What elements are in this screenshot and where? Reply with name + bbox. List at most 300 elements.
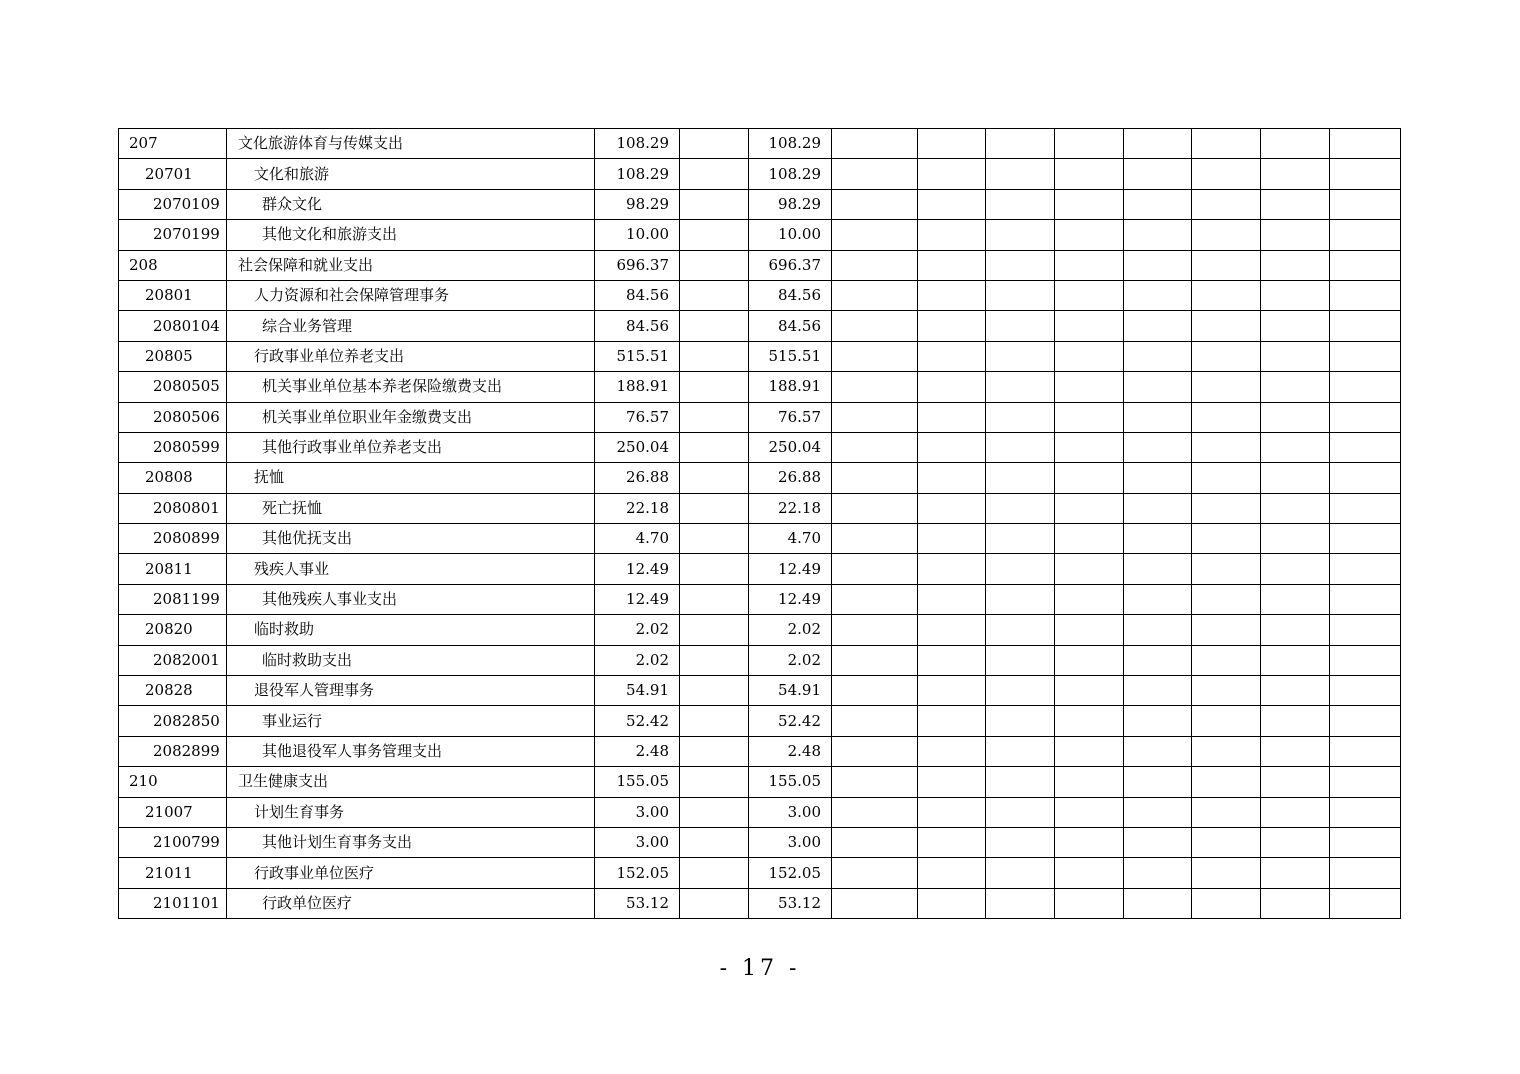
row-total: 2.02: [595, 615, 680, 645]
row-name: 其他优抚支出: [227, 524, 595, 554]
row-col2: [680, 706, 749, 736]
row-name: 行政单位医疗: [227, 888, 595, 918]
row-code: 208: [119, 250, 227, 280]
row-total: 108.29: [595, 129, 680, 159]
empty-cell: [1261, 493, 1330, 523]
row-col3: 52.42: [749, 706, 832, 736]
row-total: 188.91: [595, 372, 680, 402]
row-total: 2.02: [595, 645, 680, 675]
row-col2: [680, 827, 749, 857]
empty-cell: [1192, 189, 1261, 219]
row-col3: 98.29: [749, 189, 832, 219]
empty-cell: [832, 280, 918, 310]
empty-cell: [1330, 311, 1401, 341]
empty-cell: [1055, 463, 1124, 493]
empty-cell: [1330, 827, 1401, 857]
row-total: 53.12: [595, 888, 680, 918]
row-code: 2080505: [119, 372, 227, 402]
row-total: 84.56: [595, 280, 680, 310]
empty-cell: [832, 827, 918, 857]
row-col3: 76.57: [749, 402, 832, 432]
empty-cell: [918, 858, 986, 888]
empty-cell: [918, 432, 986, 462]
row-col3: 84.56: [749, 311, 832, 341]
empty-cell: [1124, 341, 1192, 371]
empty-cell: [986, 463, 1055, 493]
table-row: [119, 432, 1401, 462]
row-col3: 2.48: [749, 736, 832, 766]
row-col2: [680, 584, 749, 614]
empty-cell: [1261, 615, 1330, 645]
empty-cell: [918, 706, 986, 736]
row-name: 机关事业单位基本养老保险缴费支出: [227, 372, 595, 402]
empty-cell: [1192, 220, 1261, 250]
empty-cell: [1055, 615, 1124, 645]
table-row: [119, 311, 1401, 341]
empty-cell: [918, 645, 986, 675]
empty-cell: [918, 584, 986, 614]
row-total: 12.49: [595, 584, 680, 614]
empty-cell: [986, 220, 1055, 250]
row-code: 2081199: [119, 584, 227, 614]
row-col2: [680, 402, 749, 432]
empty-cell: [986, 493, 1055, 523]
empty-cell: [832, 767, 918, 797]
empty-cell: [1261, 372, 1330, 402]
row-code: 2080801: [119, 493, 227, 523]
empty-cell: [1124, 615, 1192, 645]
page-number: - 17 -: [719, 956, 801, 981]
row-col3: 53.12: [749, 888, 832, 918]
row-name: 人力资源和社会保障管理事务: [227, 280, 595, 310]
table-row: [119, 463, 1401, 493]
empty-cell: [1124, 432, 1192, 462]
row-col3: 3.00: [749, 797, 832, 827]
empty-cell: [1330, 767, 1401, 797]
row-code: 2070199: [119, 220, 227, 250]
empty-cell: [1124, 402, 1192, 432]
row-col2: [680, 463, 749, 493]
empty-cell: [832, 129, 918, 159]
empty-cell: [1124, 554, 1192, 584]
empty-cell: [986, 584, 1055, 614]
row-code: 20828: [119, 676, 227, 706]
empty-cell: [986, 858, 1055, 888]
empty-cell: [1055, 372, 1124, 402]
table-row: [119, 402, 1401, 432]
row-total: 52.42: [595, 706, 680, 736]
empty-cell: [1330, 524, 1401, 554]
empty-cell: [986, 797, 1055, 827]
row-code: 2080506: [119, 402, 227, 432]
row-total: 155.05: [595, 767, 680, 797]
empty-cell: [832, 311, 918, 341]
row-code: 21011: [119, 858, 227, 888]
empty-cell: [1330, 736, 1401, 766]
empty-cell: [986, 250, 1055, 280]
row-name: 临时救助: [227, 615, 595, 645]
empty-cell: [1124, 311, 1192, 341]
empty-cell: [1192, 858, 1261, 888]
empty-cell: [1261, 827, 1330, 857]
row-code: 2082899: [119, 736, 227, 766]
empty-cell: [1192, 827, 1261, 857]
empty-cell: [1055, 129, 1124, 159]
empty-cell: [832, 524, 918, 554]
empty-cell: [832, 341, 918, 371]
empty-cell: [1192, 463, 1261, 493]
empty-cell: [918, 615, 986, 645]
empty-cell: [1124, 706, 1192, 736]
row-col2: [680, 432, 749, 462]
empty-cell: [918, 888, 986, 918]
empty-cell: [1055, 797, 1124, 827]
empty-cell: [832, 493, 918, 523]
empty-cell: [918, 250, 986, 280]
empty-cell: [1055, 493, 1124, 523]
row-col3: 152.05: [749, 858, 832, 888]
empty-cell: [1330, 341, 1401, 371]
empty-cell: [1192, 493, 1261, 523]
empty-cell: [1330, 402, 1401, 432]
empty-cell: [1055, 554, 1124, 584]
empty-cell: [1124, 159, 1192, 189]
row-total: 3.00: [595, 797, 680, 827]
empty-cell: [918, 402, 986, 432]
empty-cell: [1261, 250, 1330, 280]
empty-cell: [832, 220, 918, 250]
empty-cell: [1055, 250, 1124, 280]
row-col3: 250.04: [749, 432, 832, 462]
empty-cell: [1192, 402, 1261, 432]
empty-cell: [1055, 736, 1124, 766]
empty-cell: [1124, 189, 1192, 219]
row-total: 84.56: [595, 311, 680, 341]
empty-cell: [832, 888, 918, 918]
row-col2: [680, 493, 749, 523]
table-row: [119, 554, 1401, 584]
empty-cell: [832, 189, 918, 219]
table-row: [119, 797, 1401, 827]
empty-cell: [1330, 676, 1401, 706]
empty-cell: [918, 129, 986, 159]
row-col3: 2.02: [749, 645, 832, 675]
empty-cell: [1192, 159, 1261, 189]
row-col3: 515.51: [749, 341, 832, 371]
row-col2: [680, 736, 749, 766]
table-row: [119, 524, 1401, 554]
empty-cell: [918, 220, 986, 250]
empty-cell: [1330, 797, 1401, 827]
empty-cell: [986, 280, 1055, 310]
empty-cell: [1055, 220, 1124, 250]
row-code: 2082001: [119, 645, 227, 675]
row-name: 其他残疾人事业支出: [227, 584, 595, 614]
empty-cell: [1261, 645, 1330, 675]
empty-cell: [832, 676, 918, 706]
row-col2: [680, 858, 749, 888]
empty-cell: [1124, 767, 1192, 797]
empty-cell: [918, 827, 986, 857]
table-row: [119, 615, 1401, 645]
empty-cell: [832, 432, 918, 462]
empty-cell: [1330, 432, 1401, 462]
empty-cell: [1261, 402, 1330, 432]
row-col3: 12.49: [749, 554, 832, 584]
empty-cell: [1192, 250, 1261, 280]
empty-cell: [832, 736, 918, 766]
empty-cell: [1192, 736, 1261, 766]
row-name: 计划生育事务: [227, 797, 595, 827]
row-total: 26.88: [595, 463, 680, 493]
row-code: 20701: [119, 159, 227, 189]
empty-cell: [1330, 189, 1401, 219]
empty-cell: [832, 645, 918, 675]
row-name: 其他计划生育事务支出: [227, 827, 595, 857]
empty-cell: [1055, 280, 1124, 310]
row-name: 其他退役军人事务管理支出: [227, 736, 595, 766]
empty-cell: [1261, 584, 1330, 614]
row-total: 3.00: [595, 827, 680, 857]
row-col3: 26.88: [749, 463, 832, 493]
empty-cell: [1124, 584, 1192, 614]
empty-cell: [1261, 189, 1330, 219]
row-name: 文化旅游体育与传媒支出: [227, 129, 595, 159]
empty-cell: [1261, 129, 1330, 159]
empty-cell: [832, 858, 918, 888]
row-total: 98.29: [595, 189, 680, 219]
row-col2: [680, 220, 749, 250]
empty-cell: [1261, 524, 1330, 554]
empty-cell: [1192, 645, 1261, 675]
row-col2: [680, 888, 749, 918]
empty-cell: [1192, 615, 1261, 645]
row-col2: [680, 645, 749, 675]
row-code: 20808: [119, 463, 227, 493]
empty-cell: [918, 463, 986, 493]
empty-cell: [1261, 463, 1330, 493]
table-row: [119, 372, 1401, 402]
empty-cell: [1261, 220, 1330, 250]
row-total: 696.37: [595, 250, 680, 280]
row-name: 事业运行: [227, 706, 595, 736]
empty-cell: [1192, 706, 1261, 736]
row-col2: [680, 554, 749, 584]
row-col3: 2.02: [749, 615, 832, 645]
empty-cell: [918, 736, 986, 766]
empty-cell: [1055, 189, 1124, 219]
empty-cell: [918, 797, 986, 827]
empty-cell: [1192, 797, 1261, 827]
empty-cell: [1124, 280, 1192, 310]
empty-cell: [1192, 676, 1261, 706]
table-row: [119, 129, 1401, 159]
empty-cell: [986, 554, 1055, 584]
empty-cell: [1124, 888, 1192, 918]
empty-cell: [986, 372, 1055, 402]
empty-cell: [1055, 524, 1124, 554]
row-col2: [680, 676, 749, 706]
empty-cell: [1261, 554, 1330, 584]
empty-cell: [832, 554, 918, 584]
row-code: 21007: [119, 797, 227, 827]
empty-cell: [1055, 311, 1124, 341]
row-col2: [680, 372, 749, 402]
empty-cell: [1330, 615, 1401, 645]
empty-cell: [918, 524, 986, 554]
empty-cell: [1124, 493, 1192, 523]
table-row: [119, 645, 1401, 675]
row-col3: 108.29: [749, 159, 832, 189]
empty-cell: [1192, 767, 1261, 797]
empty-cell: [1261, 676, 1330, 706]
row-code: 2080599: [119, 432, 227, 462]
row-col2: [680, 311, 749, 341]
row-code: 207: [119, 129, 227, 159]
row-col2: [680, 797, 749, 827]
table-row: [119, 736, 1401, 766]
table-row: [119, 584, 1401, 614]
row-code: 2080104: [119, 311, 227, 341]
row-col2: [680, 341, 749, 371]
row-name: 退役军人管理事务: [227, 676, 595, 706]
empty-cell: [1055, 827, 1124, 857]
empty-cell: [918, 341, 986, 371]
empty-cell: [1055, 402, 1124, 432]
row-col3: 108.29: [749, 129, 832, 159]
empty-cell: [986, 767, 1055, 797]
empty-cell: [986, 311, 1055, 341]
empty-cell: [1055, 645, 1124, 675]
empty-cell: [1330, 372, 1401, 402]
empty-cell: [918, 676, 986, 706]
empty-cell: [1330, 554, 1401, 584]
empty-cell: [1055, 888, 1124, 918]
empty-cell: [832, 463, 918, 493]
empty-cell: [1124, 827, 1192, 857]
empty-cell: [1261, 341, 1330, 371]
empty-cell: [1192, 280, 1261, 310]
empty-cell: [832, 706, 918, 736]
empty-cell: [986, 645, 1055, 675]
row-total: 2.48: [595, 736, 680, 766]
table-row: [119, 250, 1401, 280]
empty-cell: [1055, 676, 1124, 706]
table-row: [119, 341, 1401, 371]
empty-cell: [1261, 858, 1330, 888]
row-total: 22.18: [595, 493, 680, 523]
row-total: 152.05: [595, 858, 680, 888]
empty-cell: [1330, 645, 1401, 675]
empty-cell: [1261, 159, 1330, 189]
empty-cell: [1330, 250, 1401, 280]
empty-cell: [1330, 220, 1401, 250]
empty-cell: [986, 432, 1055, 462]
row-col2: [680, 767, 749, 797]
empty-cell: [1261, 797, 1330, 827]
row-name: 行政事业单位医疗: [227, 858, 595, 888]
empty-cell: [832, 584, 918, 614]
empty-cell: [1055, 706, 1124, 736]
table-row: [119, 767, 1401, 797]
empty-cell: [1192, 341, 1261, 371]
empty-cell: [986, 189, 1055, 219]
row-col3: 10.00: [749, 220, 832, 250]
row-name: 其他行政事业单位养老支出: [227, 432, 595, 462]
row-code: 20811: [119, 554, 227, 584]
row-col3: 3.00: [749, 827, 832, 857]
empty-cell: [832, 402, 918, 432]
empty-cell: [1124, 736, 1192, 766]
empty-cell: [1330, 888, 1401, 918]
row-col2: [680, 615, 749, 645]
empty-cell: [1124, 220, 1192, 250]
empty-cell: [986, 888, 1055, 918]
empty-cell: [986, 129, 1055, 159]
empty-cell: [1192, 554, 1261, 584]
table-body: [119, 129, 1401, 919]
empty-cell: [832, 372, 918, 402]
row-col3: 12.49: [749, 584, 832, 614]
empty-cell: [1055, 584, 1124, 614]
row-name: 文化和旅游: [227, 159, 595, 189]
empty-cell: [1124, 129, 1192, 159]
row-col2: [680, 159, 749, 189]
row-col2: [680, 280, 749, 310]
empty-cell: [1261, 736, 1330, 766]
row-col2: [680, 129, 749, 159]
row-name: 卫生健康支出: [227, 767, 595, 797]
empty-cell: [832, 615, 918, 645]
empty-cell: [918, 189, 986, 219]
table-row: [119, 159, 1401, 189]
table-row: [119, 676, 1401, 706]
empty-cell: [832, 159, 918, 189]
table-row: [119, 858, 1401, 888]
empty-cell: [986, 676, 1055, 706]
row-name: 抚恤: [227, 463, 595, 493]
row-total: 108.29: [595, 159, 680, 189]
row-total: 515.51: [595, 341, 680, 371]
row-name: 残疾人事业: [227, 554, 595, 584]
row-name: 社会保障和就业支出: [227, 250, 595, 280]
row-total: 4.70: [595, 524, 680, 554]
table-row: [119, 280, 1401, 310]
row-code: 2100799: [119, 827, 227, 857]
empty-cell: [1330, 706, 1401, 736]
empty-cell: [1330, 463, 1401, 493]
empty-cell: [1124, 250, 1192, 280]
empty-cell: [1124, 372, 1192, 402]
empty-cell: [1055, 159, 1124, 189]
empty-cell: [1261, 280, 1330, 310]
empty-cell: [986, 736, 1055, 766]
empty-cell: [1124, 676, 1192, 706]
row-col3: 4.70: [749, 524, 832, 554]
empty-cell: [918, 311, 986, 341]
empty-cell: [1330, 493, 1401, 523]
table-row: [119, 706, 1401, 736]
row-name: 机关事业单位职业年金缴费支出: [227, 402, 595, 432]
row-code: 20801: [119, 280, 227, 310]
empty-cell: [1261, 311, 1330, 341]
empty-cell: [918, 372, 986, 402]
row-col3: 155.05: [749, 767, 832, 797]
empty-cell: [986, 615, 1055, 645]
empty-cell: [986, 402, 1055, 432]
empty-cell: [1330, 858, 1401, 888]
row-name: 行政事业单位养老支出: [227, 341, 595, 371]
